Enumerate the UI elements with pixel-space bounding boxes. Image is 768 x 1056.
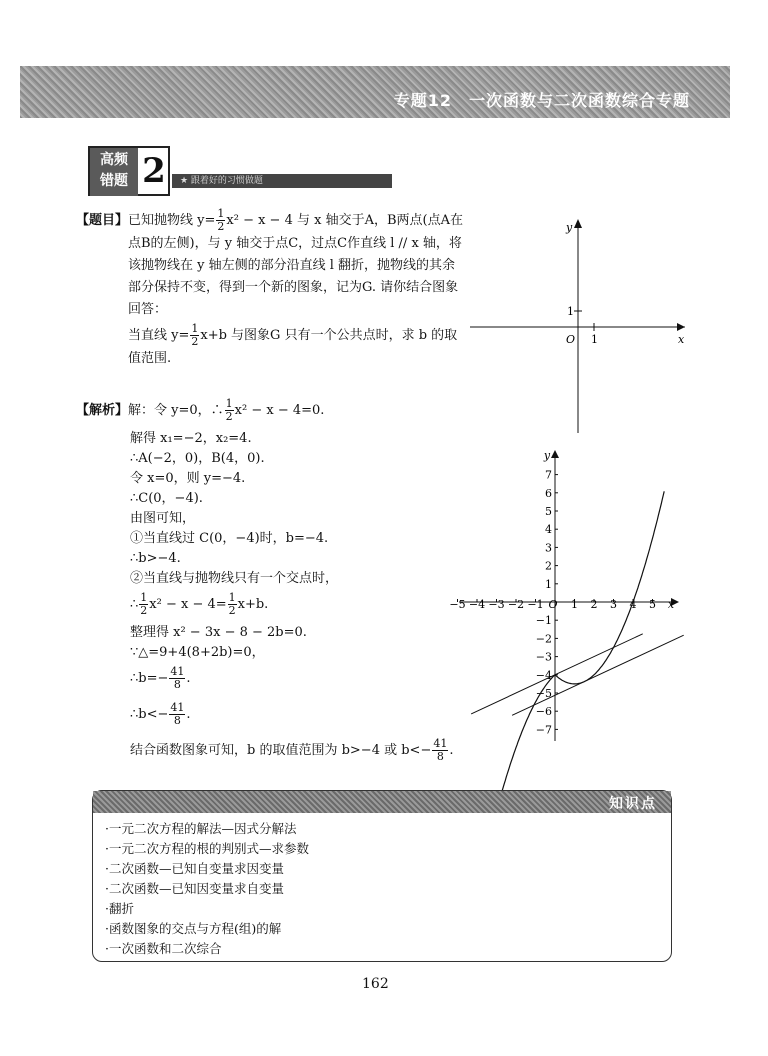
y-tick-label: −7: [535, 723, 552, 737]
solution-line: ∴C(0，−4).: [130, 491, 203, 506]
fraction: $\frac{1}{2}$: [140, 591, 148, 617]
y-axis-arrow: [551, 450, 559, 458]
x-tick-label: 2: [590, 598, 598, 611]
solution-heading: 【解析】解：令 y=0，∴ $\frac{1}{2}$ x² − x − 4=0.: [76, 397, 325, 423]
solution-line: 令 x=0，则 y=−4.: [130, 471, 246, 486]
knowledge-item: ·二次函数—已知自变量求因变量: [105, 861, 284, 876]
page-number: 162: [362, 976, 389, 992]
solution-line: 由图可知，: [130, 511, 196, 526]
solution-conclusion: 结合函数图象可知，b 的取值范围为 b>−4 或 b<− $\frac{41}{8}$ .: [130, 737, 454, 763]
y-tick-label: −5: [535, 687, 552, 700]
frequent-error-badge: [88, 146, 170, 196]
fraction: $\frac{1}{2}$: [191, 322, 199, 348]
axis-label-x: x: [667, 598, 675, 611]
solution-line: ∴A(−2，0)，B(4，0).: [130, 451, 265, 466]
knowledge-item: ·翻折: [105, 901, 134, 916]
fraction: $\frac{1}{2}$: [225, 397, 233, 423]
y-tick-label: 2: [545, 559, 552, 573]
solution-line: ②当直线与抛物线只有一个交点时，: [130, 571, 339, 586]
x-tick-label: −2: [507, 598, 525, 611]
knowledge-item: ·二次函数—已知因变量求自变量: [105, 881, 284, 896]
y-tick-label: −6: [535, 705, 552, 719]
x-tick-label: −5: [449, 598, 466, 611]
origin-label: O: [548, 598, 558, 611]
y-tick-label: −1: [535, 614, 552, 628]
curve-G: [499, 491, 665, 804]
x-tick-label: −4: [468, 598, 486, 611]
chapter-title: 专题12 一次函数与二次函数综合专题: [393, 91, 690, 110]
origin-label: O: [566, 333, 576, 346]
x-tick-label: 4: [629, 598, 637, 611]
blank-coordinate-axes: [470, 215, 690, 440]
y-tick-label: 3: [545, 541, 552, 555]
solution-line: ∴b<− $\frac{41}{8}$ .: [130, 701, 191, 727]
x-tick-label: −1: [527, 598, 544, 611]
line-through-C: [471, 634, 643, 714]
y-tick-label: 7: [545, 468, 552, 482]
solution-line: ∴b>−4.: [130, 551, 181, 566]
tick-label-y: 1: [567, 305, 574, 318]
question-block: 【题目】已知抛物线 y= $\frac{1}{2}$ x² − x − 4 与 x 轴交于A，B两点(点A在 点B的左侧)，与 y 轴交于点C，过点C作直线 l // x 轴，将 该抛物线在 y 轴左侧的部分沿直线 l 翻折，抛物线的其余 部分保持不变，得到一个新的图象，记为G. 请你结合图象 回答： 当直线 y= $\frac{1}{2}$ x+b 与图象G 只有一个公共点时，求 b 的取 值范围.: [76, 207, 463, 366]
fraction: $\frac{41}{8}$: [170, 665, 185, 691]
solution-line: 解得 x₁=−2，x₂=4.: [130, 431, 252, 446]
knowledge-item: ·函数图象的交点与方程(组)的解: [105, 921, 282, 936]
badge-label: 高频 错题: [90, 148, 138, 196]
badge-strip: ★ 跟着好的习惯做题: [172, 174, 392, 188]
header-banner: [20, 66, 730, 118]
function-graph-G: [449, 445, 690, 750]
knowledge-box: [92, 790, 672, 962]
fraction: $\frac{41}{8}$: [170, 701, 185, 727]
solution-line: ①当直线过 C(0，−4)时，b=−4.: [130, 531, 329, 546]
y-tick-label: −4: [535, 668, 552, 682]
axis-label-y: y: [566, 221, 573, 234]
x-tick-label: 1: [571, 598, 578, 611]
y-tick-label: 1: [545, 577, 552, 591]
fraction: $\frac{1}{2}$: [228, 591, 236, 617]
badge-number: 2: [142, 151, 166, 191]
y-tick-label: 5: [545, 505, 552, 518]
tick-label-x: 1: [591, 333, 598, 346]
fraction: $\frac{41}{8}$: [433, 737, 448, 763]
solution-tag: 【解析】: [76, 403, 129, 418]
y-tick-label: −3: [535, 650, 552, 664]
knowledge-item: ·一元二次方程的解法—因式分解法: [105, 821, 297, 836]
y-tick-label: 6: [545, 486, 552, 500]
knowledge-bar: [93, 791, 671, 813]
x-tick-label: 5: [649, 598, 656, 611]
question-tag: 【题目】: [76, 213, 129, 228]
axis-label-y: y: [543, 449, 551, 462]
solution-line: ∵△=9+4(8+2b)=0，: [130, 645, 265, 660]
axis-label-x: x: [678, 333, 685, 346]
solution-line: ∴b=− $\frac{41}{8}$ .: [130, 665, 191, 691]
x-tick-label: 3: [610, 598, 617, 611]
y-tick-label: 4: [545, 523, 552, 537]
knowledge-item: ·一次函数和二次综合: [105, 941, 222, 956]
fraction: $\frac{1}{2}$: [217, 207, 225, 233]
solution-line: ∴ $\frac{1}{2}$ x² − x − 4= $\frac{1}{2}$ x+b.: [130, 591, 269, 617]
x-tick-label: −3: [488, 598, 505, 611]
solution-line: 整理得 x² − 3x − 8 − 2b=0.: [130, 625, 307, 640]
knowledge-item: ·一元二次方程的根的判别式—求参数: [105, 841, 309, 856]
y-tick-label: −2: [535, 632, 552, 646]
knowledge-title: 知识点: [609, 796, 657, 812]
